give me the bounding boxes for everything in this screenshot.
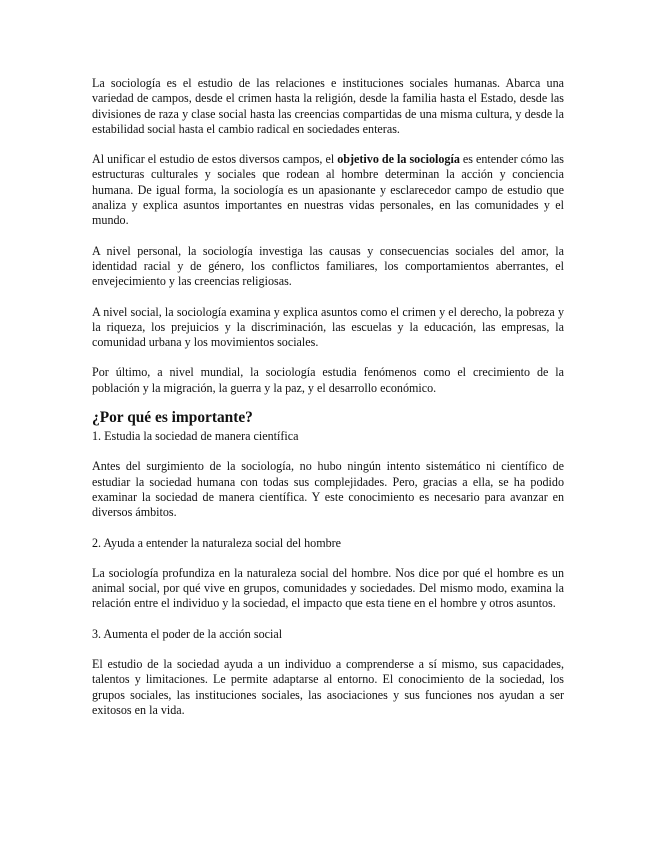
item-1-body: Antes del surgimiento de la sociología, no hubo ningún intento sistemático ni científico de estudiar la sociedad humana con todas sus complejidades. Pero, gracias a ella, se ha podido examinar la sociedad de manera científica. Y este conocimiento es necesario para avanzar en diversos ámbitos.: [92, 459, 564, 520]
intro-paragraph-5: Por último, a nivel mundial, la sociología estudia fenómenos como el crecimiento de la población y la migración, la guerra y la paz, y el desarrollo económico.: [92, 365, 564, 395]
item-2-body: La sociología profundiza en la naturaleza social del hombre. Nos dice por qué el hombre es un animal social, por qué vive en grupos, comunidades y sociedades. Del mismo modo, examina la relación entre el individuo y la sociedad, el impacto que esta tiene en el hombre y otros asuntos.: [92, 565, 564, 611]
intro-paragraph-3: A nivel personal, la sociología investiga las causas y consecuencias sociales del amor, la identidad racial y de género, los conflictos familiares, los comportamientos aberrantes, el envejecimiento y las creencias religiosas.: [92, 243, 564, 289]
intro-paragraph-2: [92, 152, 564, 228]
intro-paragraph-2-start: Al unificar el estudio de estos diversos campos, el: [92, 152, 338, 167]
intro-paragraph-1: La sociología es el estudio de las relaciones e instituciones sociales humanas. Abarca una variedad de campos, desde el crimen hasta la religión, desde la familia hasta el Estado, desde las divisiones de raza y clase social hasta las creencias compartidas de una misma cultura, y desde la estabilidad social hasta el cambio radical en sociedades enteras.: [92, 76, 564, 136]
intro-paragraph-4: A nivel social, la sociología examina y explica asuntos como el crimen y el derecho, la pobreza y la riqueza, los prejuicios y la discriminación, las escuelas y la educación, las empresas, la comunidad urbana y los movimientos sociales.: [92, 304, 564, 350]
document-page: [92, 76, 564, 718]
intro-paragraph-2-end: es entender cómo las estructuras culturales y sociales que rodean al hombre determinan la acción y conciencia humana. De igual forma, la sociología es un apasionante y esclarecedor campo de estudio que analiza y explica asuntos importantes en nuestras vidas personales, en las comunidades y el mundo.: [92, 152, 565, 228]
item-3-title: 3. Aumenta el poder de la acción social: [92, 626, 283, 641]
section-heading: ¿Por qué es importante?: [92, 409, 253, 427]
item-1-title: 1. Estudia la sociedad de manera científica: [92, 429, 299, 444]
item-2-title: 2. Ayuda a entender la naturaleza social del hombre: [92, 535, 342, 550]
objective-emphasis: objetivo de la sociología: [337, 152, 460, 167]
item-3-body: El estudio de la sociedad ayuda a un individuo a comprenderse a sí mismo, sus capacidades, talentos y limitaciones. Le permite adaptarse al entorno. El conocimiento de la sociedad, los grupos sociales, las instituciones sociales, las asociaciones y sus funciones nos ayudan a ser exitosos en la vida.: [92, 657, 564, 717]
